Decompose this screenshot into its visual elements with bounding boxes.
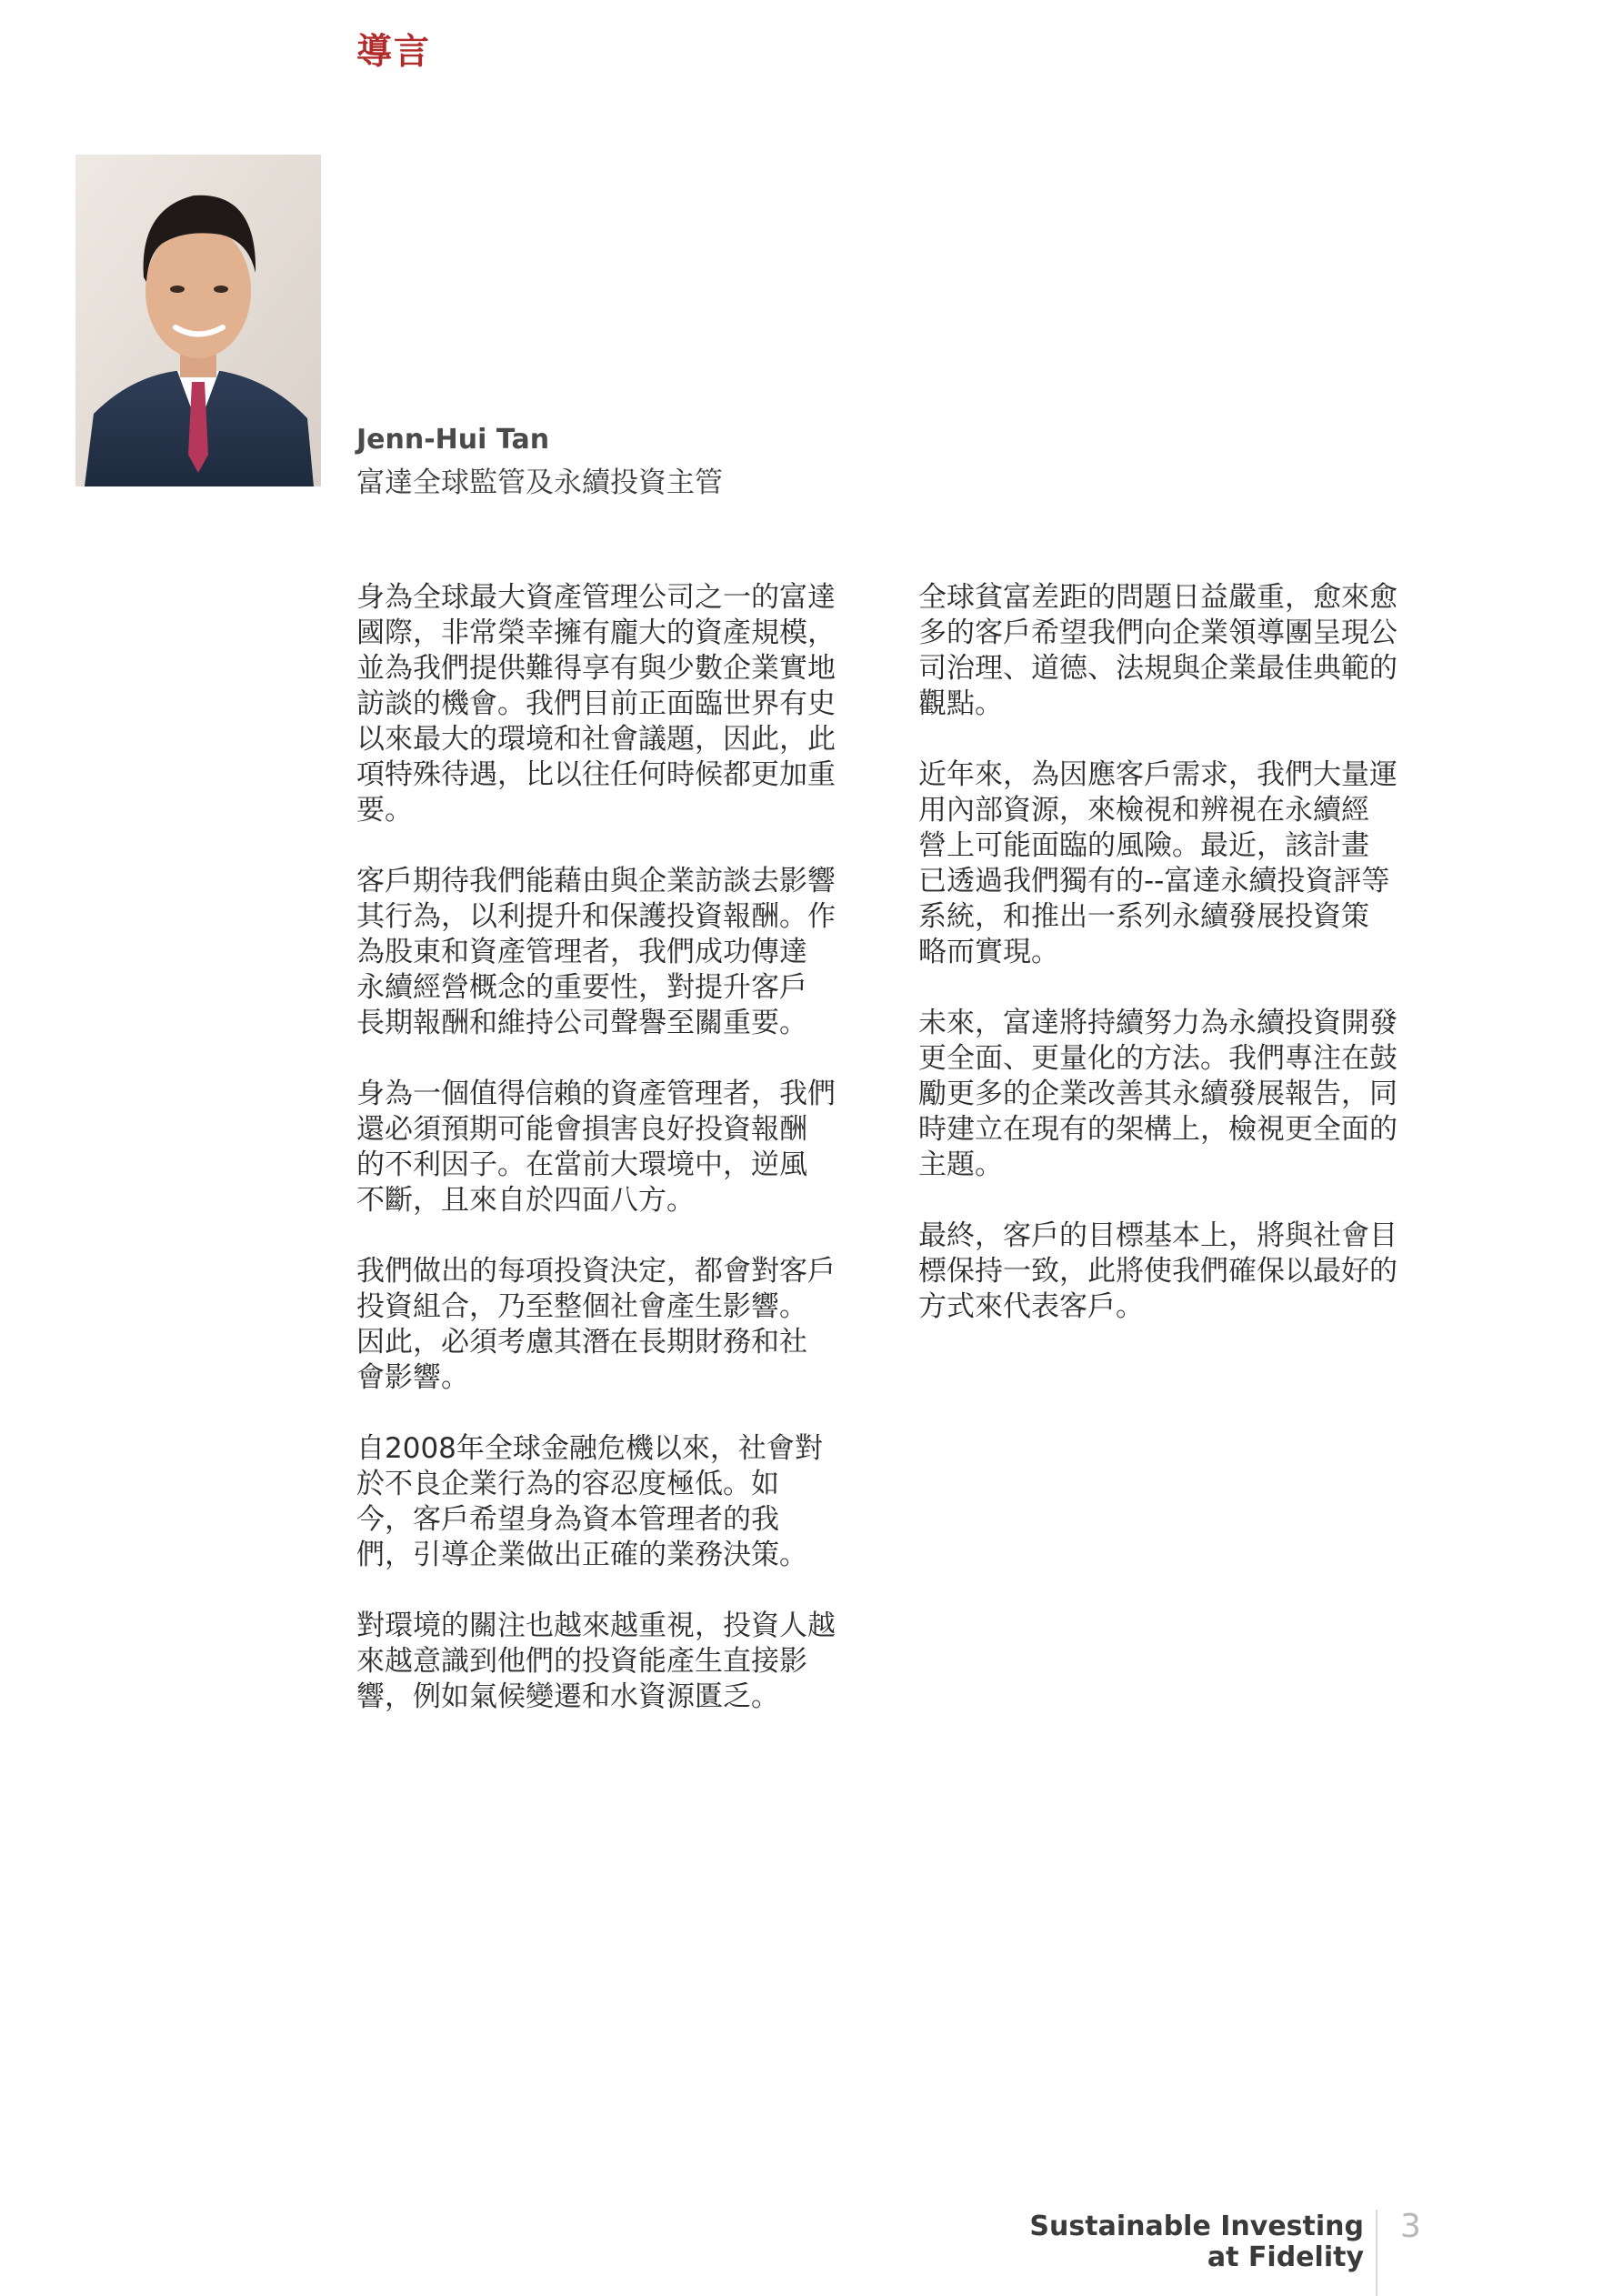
body-column-left	[356, 580, 875, 1750]
paragraph: 全球貧富差距的問題日益嚴重，愈來愈 多的客戶希望我們向企業領導團呈現公 司治理、道德、法規與企業最佳典範的 觀點。	[918, 581, 1398, 720]
paragraph: 近年來，為因應客戶需求，我們大量運 用內部資源，來檢視和辨視在永續經 營上可能面臨的風險。最近，該計畫 已透過我們獨有的--富達永續投資評等 系統，和推出一系列永續發展投資策 略而實現。	[918, 758, 1398, 968]
paragraph: 身為全球最大資產管理公司之一的富達 國際，非常榮幸擁有龐大的資產規模， 並為我們提供難得享有與少數企業實地 訪談的機會。我們目前正面臨世界有史 以來最大的環境和社會議題，因此，此 項特殊待遇，比以往任何時候都更加重 要。	[356, 581, 836, 827]
footer-brand-line: Sustainable Investing	[1029, 2211, 1364, 2242]
paragraph: 未來，富達將持續努力為永續投資開發 更全面、更量化的方法。我們專注在鼓 勵更多的企業改善其永續發展報告，同 時建立在現有的架構上，檢視更全面的 主題。	[918, 1007, 1398, 1181]
author-name: Jenn-Hui Tan	[356, 424, 550, 456]
author-title: 富達全球監管及永續投資主管	[356, 466, 723, 499]
author-portrait	[75, 155, 321, 486]
body-column-right	[918, 580, 1437, 1360]
section-title: 導言	[356, 32, 432, 73]
paragraph: 最終，客戶的目標基本上，將與社會目 標保持一致，此將使我們確保以最好的 方式來代表客戶。	[918, 1219, 1398, 1323]
footer-brand	[1029, 2211, 1364, 2273]
paragraph: 自2008年全球金融危機以來，社會對 於不良企業行為的容忍度極低。如 今，客戶希望身為資本管理者的我 們，引導企業做出正確的業務決策。	[356, 1432, 823, 1571]
paragraph: 客戶期待我們能藉由與企業訪談去影響 其行為，以利提升和保護投資報酬。作 為股東和資產管理者，我們成功傳達 永續經營概念的重要性，對提升客戶 長期報酬和維持公司聲譽至關重要。	[356, 865, 836, 1039]
paragraph: 身為一個值得信賴的資產管理者，我們 還必須預期可能會損害良好投資報酬 的不利因子。在當前大環境中，逆風 不斷，且來自於四面八方。	[356, 1078, 836, 1217]
footer-brand-line: at Fidelity	[1207, 2241, 1364, 2273]
footer-divider	[1376, 2210, 1378, 2296]
page-number: 3	[1400, 2208, 1421, 2245]
paragraph: 對環境的關注也越來越重視，投資人越 來越意識到他們的投資能產生直接影 響，例如氣候變遷和水資源匱乏。	[356, 1609, 836, 1713]
paragraph: 我們做出的每項投資決定，都會對客戶 投資組合，乃至整個社會產生影響。 因此，必須考慮其潛在長期財務和社 會影響。	[356, 1255, 836, 1394]
